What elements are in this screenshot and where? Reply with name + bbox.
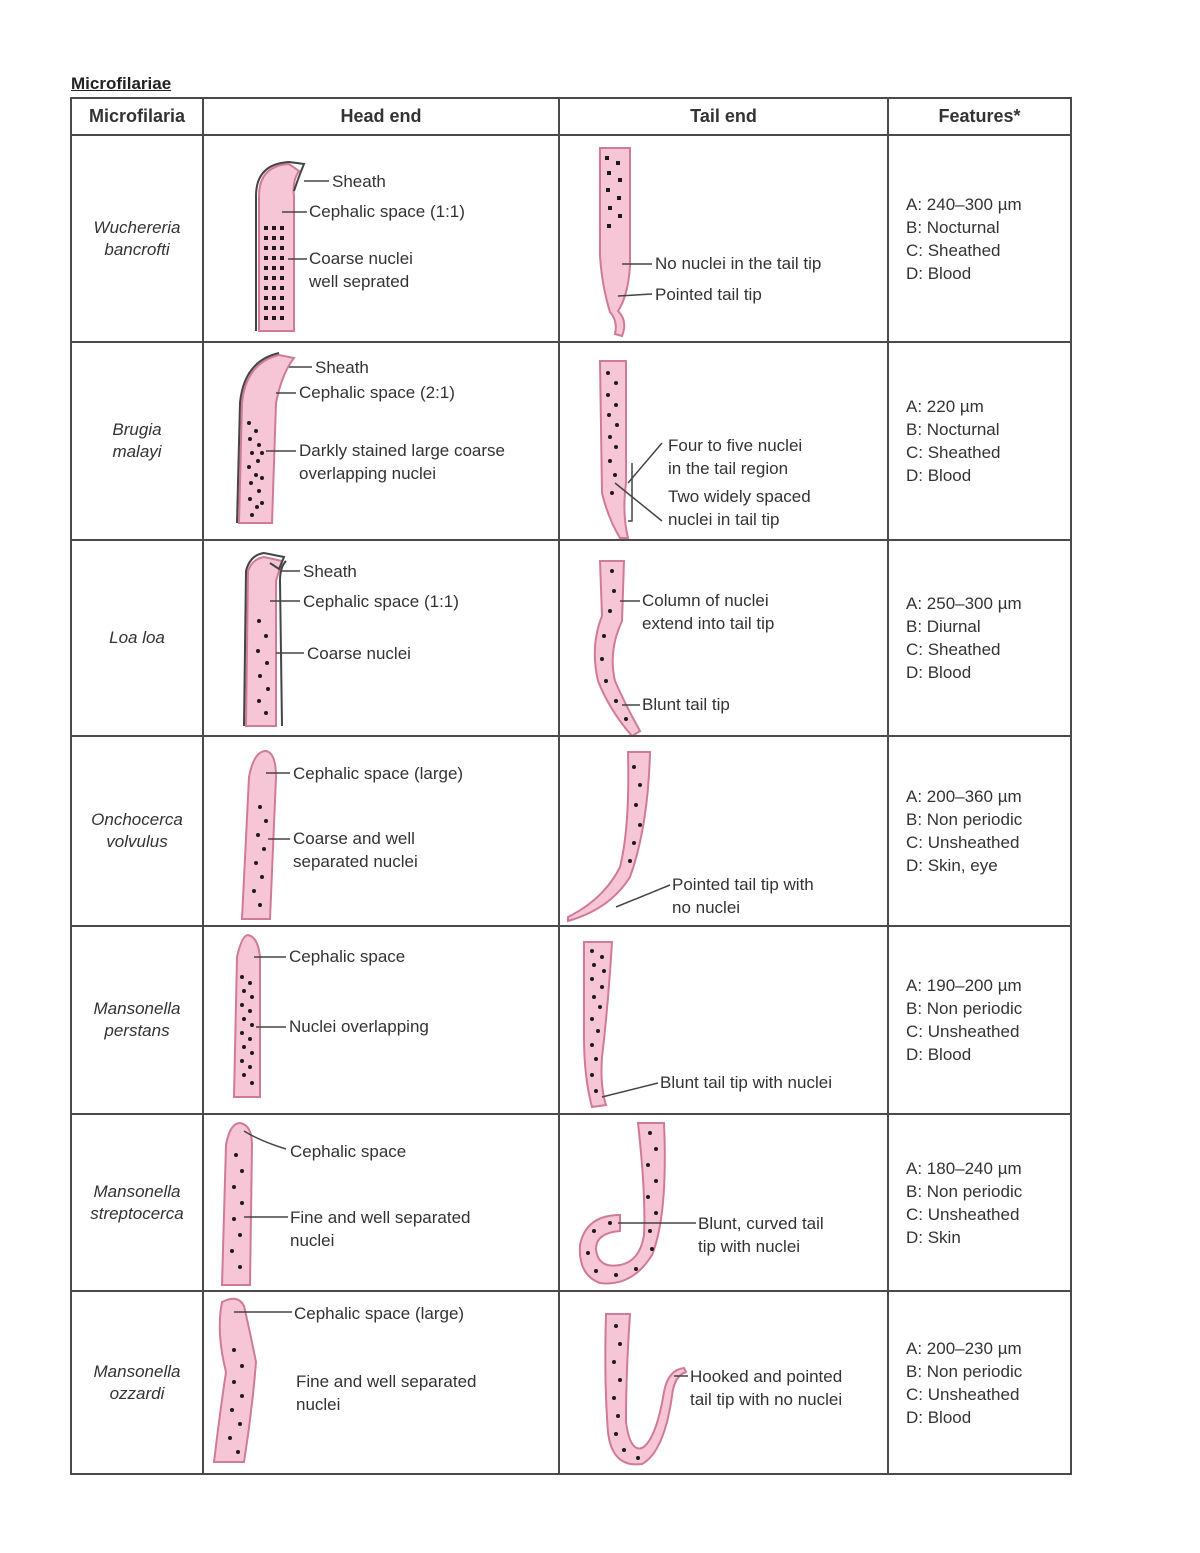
table-row: [71, 736, 1071, 926]
head-end-illustration: [204, 541, 558, 735]
header-microfilaria: Microfilaria: [71, 98, 203, 135]
tail-end-cell: [559, 736, 888, 926]
feature-location: D: Blood: [906, 263, 972, 283]
species-name-cell: [71, 135, 203, 342]
tail-end-cell: [559, 342, 888, 540]
table-row: [71, 135, 1071, 342]
feature-location: D: Skin: [906, 1227, 961, 1247]
species-name: Loa loa: [109, 628, 165, 647]
tail-label: Pointed tail tip with: [672, 875, 814, 894]
species-name: perstans: [104, 1021, 170, 1040]
head-label: Darkly stained large coarse: [299, 441, 505, 460]
document-title: Microfilariae: [71, 74, 172, 93]
feature-sheath: C: Unsheathed: [906, 1204, 1020, 1224]
head-label: Sheath: [303, 562, 357, 581]
features-cell: [888, 135, 1071, 342]
head-label: Cephalic space (1:1): [309, 202, 465, 221]
head-label: Fine and well separated: [296, 1372, 477, 1391]
feature-size: A: 200–360 µm: [906, 787, 1022, 806]
header-row: [71, 98, 1071, 135]
table-row: [71, 540, 1071, 736]
tail-end-cell: [559, 926, 888, 1114]
feature-size: A: 250–300 µm: [906, 594, 1022, 613]
head-label: Fine and well separated: [290, 1208, 471, 1227]
head-label: separated nuclei: [293, 852, 418, 871]
tail-label: Pointed tail tip: [655, 285, 762, 304]
feature-sheath: C: Unsheathed: [906, 1384, 1020, 1404]
feature-sheath: C: Sheathed: [906, 240, 1001, 260]
species-name: Mansonella: [93, 999, 181, 1018]
feature-periodicity: B: Nocturnal: [906, 217, 1000, 237]
tail-end-illustration: [560, 1115, 887, 1290]
tail-label: extend into tail tip: [642, 614, 775, 633]
species-name: Mansonella: [93, 1361, 181, 1381]
head-end-cell: [203, 736, 559, 926]
features-cell: [888, 926, 1071, 1114]
feature-location: D: Blood: [906, 1045, 972, 1064]
species-name-cell: [71, 736, 203, 926]
feature-size: A: 180–240 µm: [906, 1158, 1022, 1178]
table-row: [71, 926, 1071, 1114]
tail-label: Blunt tail tip: [642, 695, 730, 714]
tail-label: Hooked and pointed: [690, 1367, 843, 1386]
tail-label: no nuclei: [672, 898, 741, 917]
microfilariae-table: [70, 97, 1072, 1475]
features-cell: [888, 342, 1071, 540]
table-row: [71, 342, 1071, 540]
tail-label: Blunt, curved tail: [698, 1214, 824, 1233]
tail-end-cell: [559, 540, 888, 736]
tail-label: nuclei in tail tip: [668, 510, 780, 529]
head-label: Cephalic space (1:1): [303, 592, 459, 611]
head-label: Cephalic space (large): [293, 764, 464, 783]
tail-label: Four to five nuclei: [668, 436, 803, 455]
head-label: Cephalic space: [289, 947, 406, 966]
head-label: Coarse nuclei: [307, 644, 411, 663]
feature-periodicity: B: Non periodic: [906, 999, 1023, 1018]
feature-sheath: C: Sheathed: [906, 640, 1001, 659]
tail-end-cell: [559, 135, 888, 342]
species-name-cell: [71, 1114, 203, 1291]
feature-sheath: C: Unsheathed: [906, 833, 1020, 852]
species-name: volvulus: [106, 832, 168, 851]
feature-location: D: Blood: [906, 1407, 972, 1427]
head-label: Coarse and well: [293, 829, 415, 848]
head-label: nuclei: [290, 1231, 335, 1250]
tail-label: Two widely spaced: [668, 487, 811, 506]
feature-sheath: C: Sheathed: [906, 443, 1001, 462]
header-head-end: Head end: [203, 98, 559, 135]
head-label: Sheath: [315, 358, 369, 377]
head-label: nuclei: [296, 1395, 341, 1414]
feature-size: A: 200–230 µm: [906, 1338, 1022, 1358]
head-label: Cephalic space: [290, 1142, 407, 1161]
tail-end-illustration: [560, 136, 887, 341]
feature-size: A: 240–300 µm: [906, 194, 1022, 214]
head-end-illustration: [204, 136, 558, 341]
feature-sheath: C: Unsheathed: [906, 1022, 1020, 1041]
species-name-cell: [71, 1291, 203, 1474]
header-features: Features*: [888, 98, 1071, 135]
feature-periodicity: B: Non periodic: [906, 1361, 1023, 1381]
tail-end-cell: [559, 1114, 888, 1291]
feature-location: D: Blood: [906, 466, 972, 485]
species-name: Mansonella: [93, 1181, 181, 1201]
table-row: [71, 1114, 1071, 1291]
tail-label: No nuclei in the tail tip: [655, 254, 822, 273]
species-name-cell: [71, 342, 203, 540]
tail-label: tail tip with no nuclei: [690, 1390, 843, 1409]
head-label: Sheath: [332, 172, 386, 191]
feature-location: D: Skin, eye: [906, 856, 998, 875]
table-row: [71, 1291, 1071, 1474]
head-label: Cephalic space (large): [294, 1304, 465, 1323]
tail-label: Blunt tail tip with nuclei: [660, 1073, 832, 1092]
species-name: ozzardi: [109, 1383, 165, 1403]
head-end-cell: [203, 1291, 559, 1474]
head-end-cell: [203, 540, 559, 736]
head-end-cell: [203, 926, 559, 1114]
head-label: well seprated: [309, 272, 410, 291]
head-end-cell: [203, 135, 559, 342]
species-name: Brugia: [112, 420, 162, 439]
head-end-cell: [203, 1114, 559, 1291]
species-name-cell: [71, 540, 203, 736]
tail-label: tip with nuclei: [698, 1237, 801, 1256]
head-label: overlapping nuclei: [299, 464, 437, 483]
feature-location: D: Blood: [906, 663, 972, 682]
species-name: streptocerca: [90, 1203, 184, 1223]
feature-periodicity: B: Nocturnal: [906, 420, 1000, 439]
species-name: malayi: [112, 442, 162, 461]
features-cell: [888, 540, 1071, 736]
tail-label: Column of nuclei: [642, 591, 769, 610]
species-name: bancrofti: [104, 239, 170, 259]
species-name: Wuchereria: [93, 217, 181, 237]
features-cell: [888, 1114, 1071, 1291]
tail-end-cell: [559, 1291, 888, 1474]
species-name: Onchocerca: [91, 810, 183, 829]
feature-size: A: 220 µm: [906, 397, 984, 416]
head-end-cell: [203, 342, 559, 540]
feature-periodicity: B: Non periodic: [906, 810, 1023, 829]
tail-label: in the tail region: [668, 459, 789, 478]
head-label: Nuclei overlapping: [289, 1017, 429, 1036]
head-label: Coarse nuclei: [309, 249, 413, 268]
feature-periodicity: B: Non periodic: [906, 1181, 1023, 1201]
features-cell: [888, 736, 1071, 926]
feature-size: A: 190–200 µm: [906, 976, 1022, 995]
head-label: Cephalic space (2:1): [299, 383, 455, 402]
features-cell: [888, 1291, 1071, 1474]
header-tail-end: Tail end: [559, 98, 888, 135]
feature-periodicity: B: Diurnal: [906, 617, 981, 636]
species-name-cell: [71, 926, 203, 1114]
